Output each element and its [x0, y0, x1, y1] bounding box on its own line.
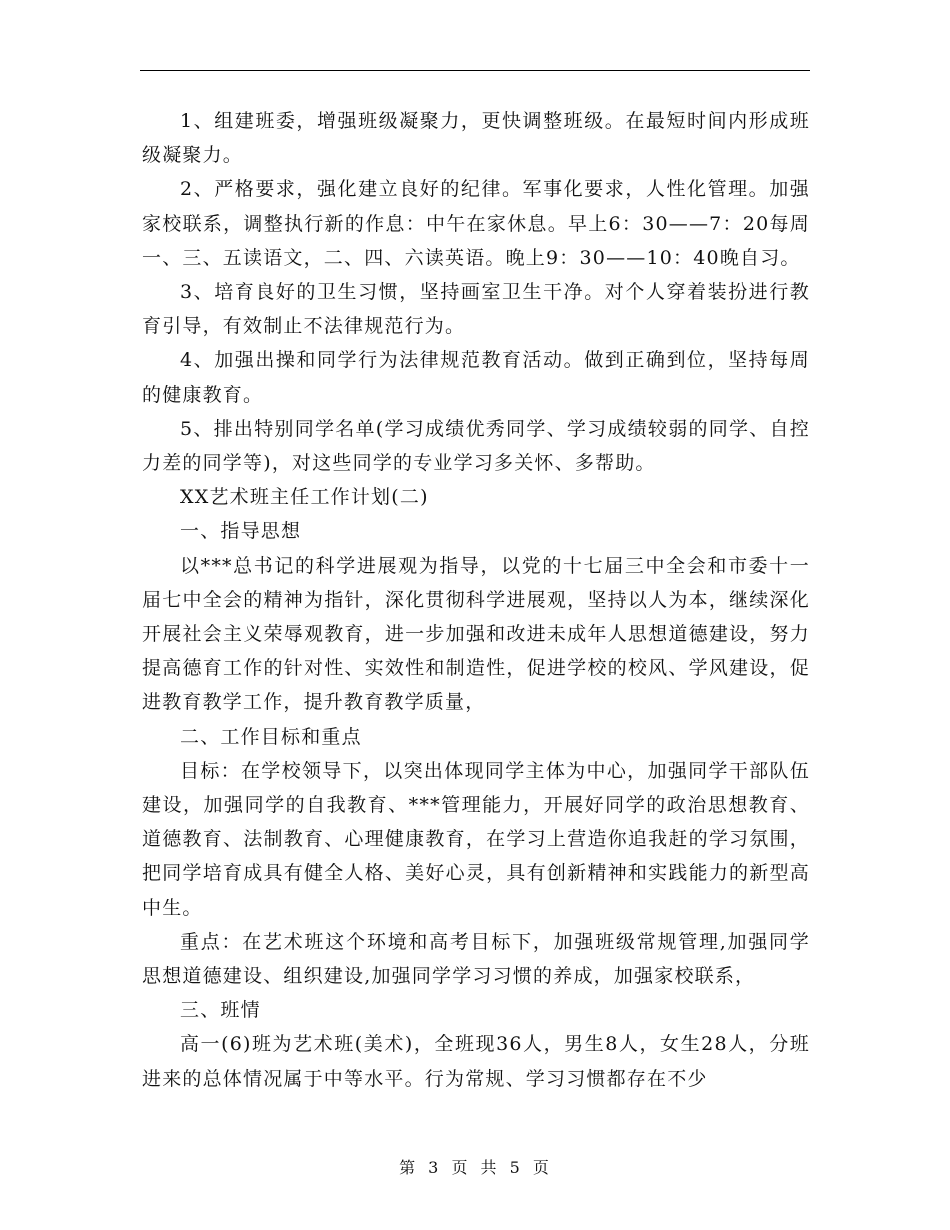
paragraph-item-4: 4、加强出操和同学行为法律规范教育活动。做到正确到位，坚持每周的健康教育。	[142, 349, 810, 406]
heading-goals-focus: 二、工作目标和重点	[180, 725, 362, 748]
paragraph-item-3: 3、培育良好的卫生习惯，坚持画室卫生干净。对个人穿着装扮进行教育引导，有效制止不法律规范行为。	[142, 281, 810, 338]
section-title: XX艺术班主任工作计划(二)	[180, 486, 429, 509]
paragraph-focus: 重点：在艺术班这个环境和高考目标下，加强班级常规管理,加强同学思想道德建设、组织建设,加强同学学习习惯的养成，加强家校联系，	[142, 930, 810, 988]
document-body	[142, 104, 810, 1096]
header-rule	[140, 70, 810, 71]
heading-guiding-thought: 一、指导思想	[180, 520, 302, 543]
heading-class-situation: 三、班情	[180, 999, 261, 1022]
paragraph-guiding-thought: 以***总书记的科学进展观为指导，以党的十七届三中全会和市委十一届七中全会的精神为指针，深化贯彻科学进展观，坚持以人为本，继续深化开展社会主义荣辱观教育，进一步加强和改进未成年人思想道德建设，努力提高德育工作的针对性、实效性和制造性，促进学校的校风、学风建设，促进教育教学工作，提升教育教学质量，	[142, 554, 810, 714]
page-footer: 第 3 页 共 5 页	[399, 1158, 551, 1177]
paragraph-class-situation: 高一(6)班为艺术班(美术)，全班现36人，男生8人，女生28人，分班进来的总体情况属于中等水平。行为常规、学习习惯都存在不少	[142, 1033, 810, 1090]
paragraph-item-2: 2、严格要求，强化建立良好的纪律。军事化要求，人性化管理。加强家校联系，调整执行新的作息：中午在家休息。早上6：30——7：20每周一、三、五读语文，二、四、六读英语。晚上9：30——10：40晚自习。	[142, 178, 810, 269]
paragraph-item-1: 1、组建班委，增强班级凝聚力，更快调整班级。在最短时间内形成班级凝聚力。	[142, 110, 810, 167]
paragraph-goals: 目标：在学校领导下，以突出体现同学主体为中心，加强同学干部队伍建设，加强同学的自我教育、***管理能力，开展好同学的政治思想教育、道德教育、法制教育、心理健康教育，在学习上营造你追我赶的学习氛围，把同学培育成具有健全人格、美好心灵，具有创新精神和实践能力的新型高中生。	[142, 759, 810, 919]
paragraph-item-5: 5、排出特别同学名单(学习成绩优秀同学、学习成绩较弱的同学、自控力差的同学等)，对这些同学的专业学习多关怀、多帮助。	[142, 417, 810, 475]
